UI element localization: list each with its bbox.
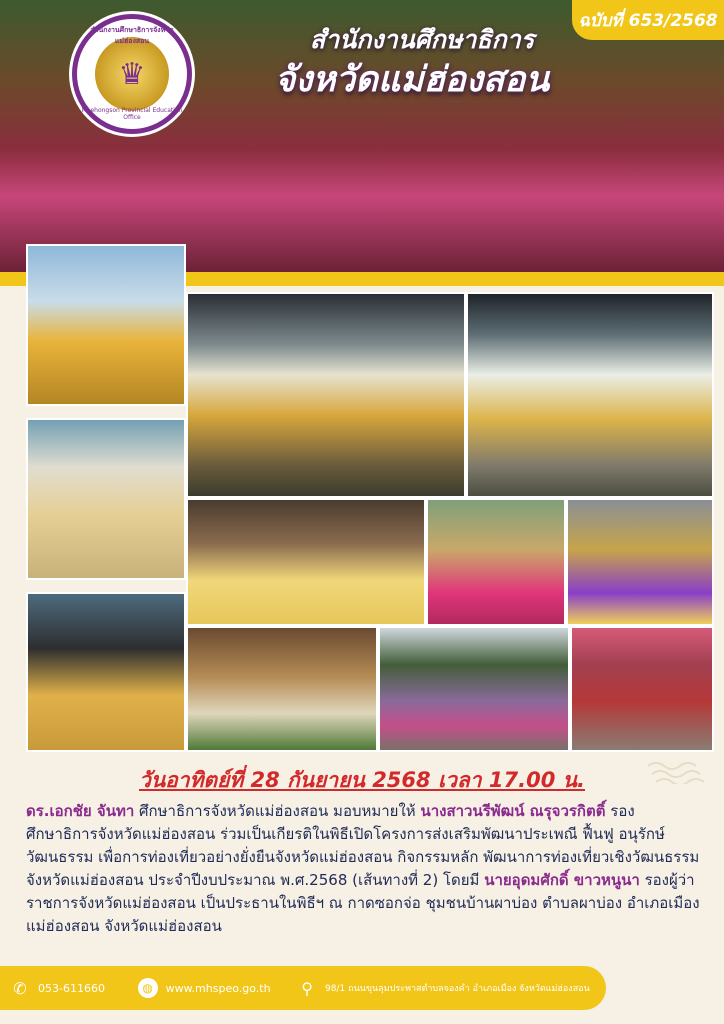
- globe-icon: ◍: [138, 978, 158, 998]
- body-text-3: รองผู้ว่าราชการจังหวัดแม่ฮ่องสอน เป็นประธานในพิธีฯ ณ กาดซอกจ่อ ชุมชนบ้านผาบ่อง ตำบลผาบ่อง อำเภอเมืองแม่ฮ่องสอน จังหวัดแม่ฮ่องสอน: [26, 871, 700, 935]
- body-text-1: ศึกษาธิการจังหวัดแม่ฮ่องสอน มอบหมายให้: [134, 802, 421, 820]
- photo-speaker: [26, 244, 186, 406]
- address-text: 98/1 ถนนขุนลุมประพาสตำบลจองคำ อำเภอเมือง จังหวัดแม่ฮ่องสอน: [325, 984, 590, 994]
- photo-pavilion: [186, 626, 378, 752]
- location-pin-icon: ⚲: [301, 978, 313, 998]
- photo-seated-guests: [186, 498, 426, 626]
- footer-website[interactable]: [138, 978, 297, 998]
- footer-phone[interactable]: [10, 978, 138, 998]
- issue-label: ฉบับที่ 653/2568: [578, 10, 718, 31]
- photo-official-desk-1: [26, 418, 186, 580]
- footer-address: [297, 978, 606, 998]
- phone-icon: ✆: [13, 978, 27, 998]
- page-title-line1: สำนักงานศึกษาธิการ: [309, 25, 535, 54]
- photo-stage-group: [186, 292, 466, 498]
- photo-dance-2: [570, 626, 714, 752]
- photo-stage-group-2: [466, 292, 714, 498]
- person-name-3: นายอุดมศักดิ์ ขาวหนูนา: [484, 871, 640, 889]
- photo-official-desk-2: [26, 592, 186, 752]
- event-date: วันอาทิตย์ที่ 28 กันยายน 2568 เวลา 17.00 น.: [139, 768, 585, 792]
- emblem-icon: ♛: [95, 37, 169, 111]
- phone-number: 053-611660: [38, 981, 105, 995]
- photo-selfie-2: [566, 498, 714, 626]
- logo-ring-text-th: สำนักงานศึกษาธิการจังหวัดแม่ฮ่องสอน: [90, 26, 174, 45]
- photo-selfie-1: [426, 498, 566, 626]
- contact-footer: [0, 966, 606, 1010]
- logo-ring-text-en: Maehongson Provincial Education Office: [81, 107, 183, 121]
- page-title-line2: จังหวัดแม่ฮ่องสอน: [274, 60, 550, 100]
- body-text-2: รองศึกษาธิการจังหวัดแม่ฮ่องสอน ร่วมเป็นเกียรติในพิธีเปิดโครงการส่งเสริมพัฒนาประเพณี ฟื้นฟู อนุรักษ์วัฒนธรรม เพื่อการท่องเที่ยวอย่างยั่งยืนจังหวัดแม่ฮ่องสอน กิจกรรมหลัก พัฒนาการท่องเที่ยวเชิงวัฒนธรรมจังหวัดแม่ฮ่องสอน ประจำปีงบประมาณ พ.ศ.2568 (เส้นทางที่ 2) โดยมี: [26, 802, 700, 889]
- person-name-1: ดร.เอกชัย จันทา: [26, 802, 135, 820]
- person-name-2: นางสาวนรีพัฒน์ ณรุจวรกิตติ์: [420, 802, 606, 820]
- website-url: www.mhspeo.go.th: [165, 981, 271, 995]
- photo-dance-1: [378, 626, 570, 752]
- news-body: [26, 800, 702, 938]
